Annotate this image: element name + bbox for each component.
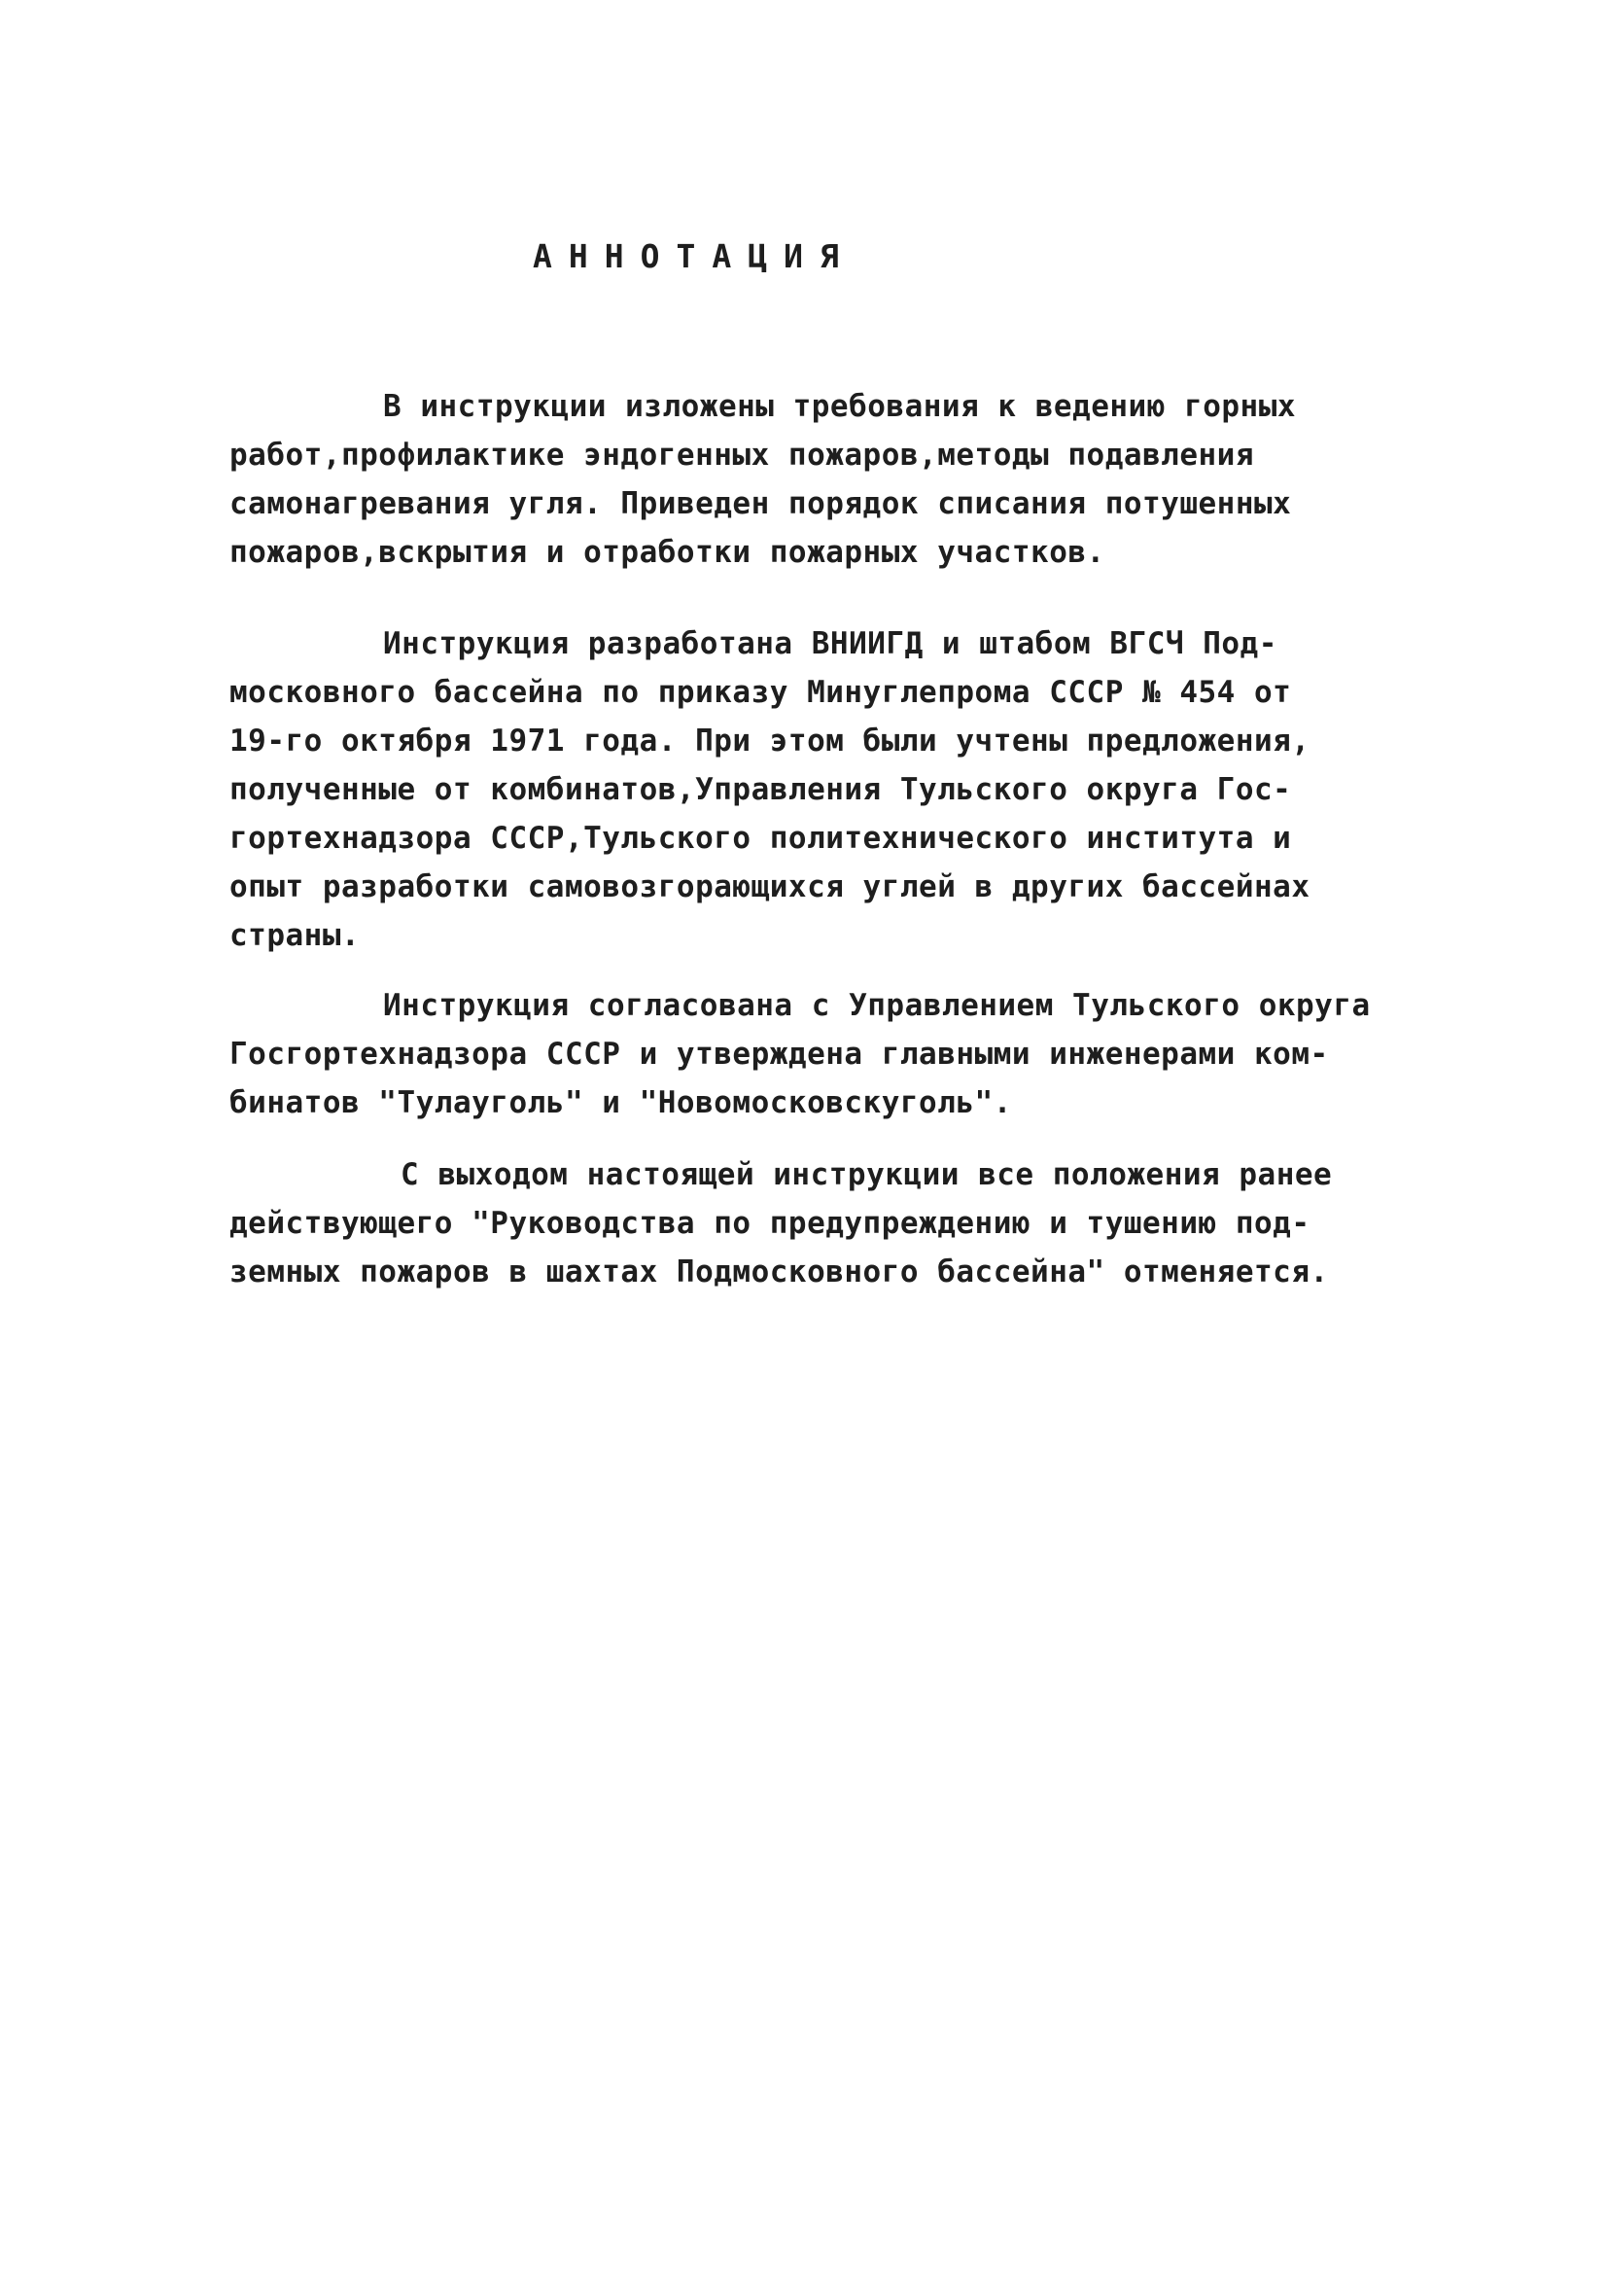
paragraph-line: бинатов "Тулауголь" и "Новомосковскуголь". [229, 1085, 1012, 1120]
paragraph-line: Госгортехнадзора СССР и утверждена главными инженерами ком- [229, 1037, 1329, 1072]
paragraph-line: гортехнадзора СССР,Тульского политехнического института и [229, 821, 1292, 856]
paragraph-line: пожаров,вскрытия и отработки пожарных участков. [229, 535, 1105, 570]
paragraph-line: страны. [229, 918, 361, 953]
paragraph-line: В инструкции изложены требования к ведению горных [383, 389, 1297, 424]
paragraph-line: опыт разработки самовозгорающихся углей в других бассейнах [229, 869, 1310, 904]
paragraph-line: С выходом настоящей инструкции все положения ранее [401, 1157, 1333, 1192]
paragraph-line: самонагревания угля. Приведен порядок списания потушенных [229, 486, 1292, 521]
paragraph-line: земных пожаров в шахтах Подмосковного бассейна" отменяется. [229, 1254, 1329, 1289]
paragraph-line: работ,профилактике эндогенных пожаров,методы подавления [229, 438, 1254, 473]
paragraph-line: 19-го октября 1971 года. При этом были учтены предложения, [229, 724, 1310, 759]
paragraph-line: Инструкция разработана ВНИИГД и штабом ВГСЧ Под- [383, 626, 1277, 661]
paragraph-line: московного бассейна по приказу Минуглепрома СССР № 454 от [229, 675, 1292, 710]
page-title: АННОТАЦИЯ [533, 237, 856, 275]
paragraph-line: полученные от комбинатов,Управления Тульского округа Гос- [229, 772, 1292, 807]
paragraph-line: действующего "Руководства по предупреждению и тушению под- [229, 1206, 1310, 1241]
paragraph-line: Инструкция согласована с Управлением Тульского округа [383, 988, 1371, 1023]
